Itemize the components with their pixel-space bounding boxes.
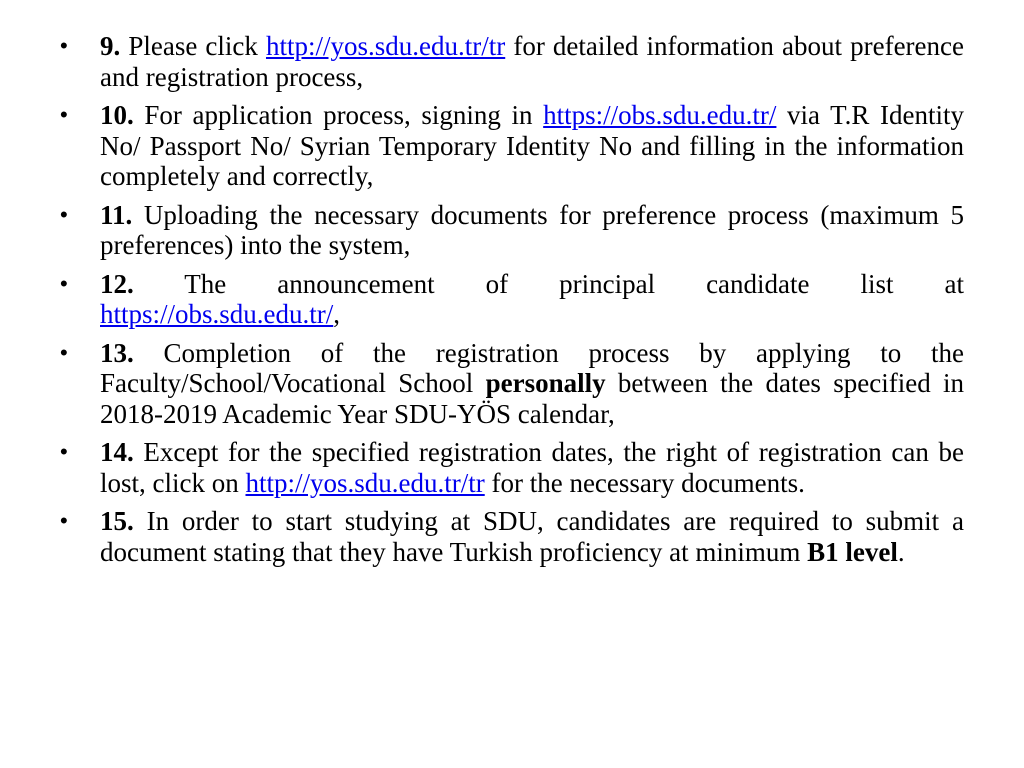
- item-text: via T.R Identity No/ Passport No/ Syrian Temporary Identity No and filling in the information completely and correctly,: [100, 100, 964, 191]
- requirements-list: [60, 31, 964, 575]
- item-number: 13.: [100, 337, 134, 368]
- item-text: The announcement of principal candidate list at: [133, 268, 964, 299]
- item-text: between the dates specified in 2018-2019 Academic Year SDU-YÖS calendar,: [100, 368, 965, 429]
- emphasis-text: B1 level: [807, 536, 898, 567]
- list-item-13: [60, 338, 964, 430]
- bullet-icon: •: [60, 339, 68, 365]
- item-number: 15.: [100, 506, 134, 536]
- bullet-icon: •: [60, 102, 68, 127]
- list-item-14: [60, 437, 964, 498]
- obs-link[interactable]: https://obs.sdu.edu.tr/: [543, 100, 777, 130]
- bullet-icon: •: [60, 201, 68, 227]
- item-number: 9.: [100, 31, 121, 61]
- list-item-10: [60, 100, 964, 192]
- bullet-icon: •: [60, 270, 68, 296]
- bullet-icon: •: [60, 508, 68, 533]
- item-text: for the necessary documents.: [484, 467, 805, 498]
- obs-link[interactable]: https://obs.sdu.edu.tr/: [100, 299, 334, 329]
- item-number: 14.: [100, 437, 134, 467]
- list-item-11: [60, 200, 964, 261]
- item-text: ,: [333, 299, 341, 329]
- item-text: .: [897, 536, 905, 567]
- emphasis-text: personally: [485, 368, 606, 398]
- bullet-icon: •: [60, 439, 68, 464]
- item-text: for detailed information about preference and registration process,: [100, 31, 964, 92]
- item-number: 12.: [100, 268, 134, 299]
- item-text: Except for the specified registration dates, the right of registration can be lost, click on: [100, 437, 964, 498]
- list-item-15: [60, 506, 964, 567]
- item-text: Completion of the registration process by applying to the Faculty/School/Vocational School: [100, 337, 964, 398]
- list-item-9: [60, 31, 964, 92]
- bullet-icon: •: [60, 33, 68, 58]
- item-number: 10.: [100, 100, 134, 130]
- yos-link[interactable]: http://yos.sdu.edu.tr/tr: [265, 31, 506, 61]
- item-text: In order to start studying at SDU, candidates are required to submit a document stating that they have Turkish proficiency at minimum: [100, 506, 964, 567]
- item-text: Uploading the necessary documents for preference process (maximum 5 preferences) into the system,: [100, 199, 964, 260]
- item-first-line: [100, 269, 964, 300]
- item-text: For application process, signing in: [133, 100, 544, 130]
- item-number: 11.: [100, 199, 133, 230]
- item-text: Please click: [120, 31, 266, 61]
- yos-link[interactable]: http://yos.sdu.edu.tr/tr: [245, 467, 485, 498]
- list-item-12: [60, 269, 964, 330]
